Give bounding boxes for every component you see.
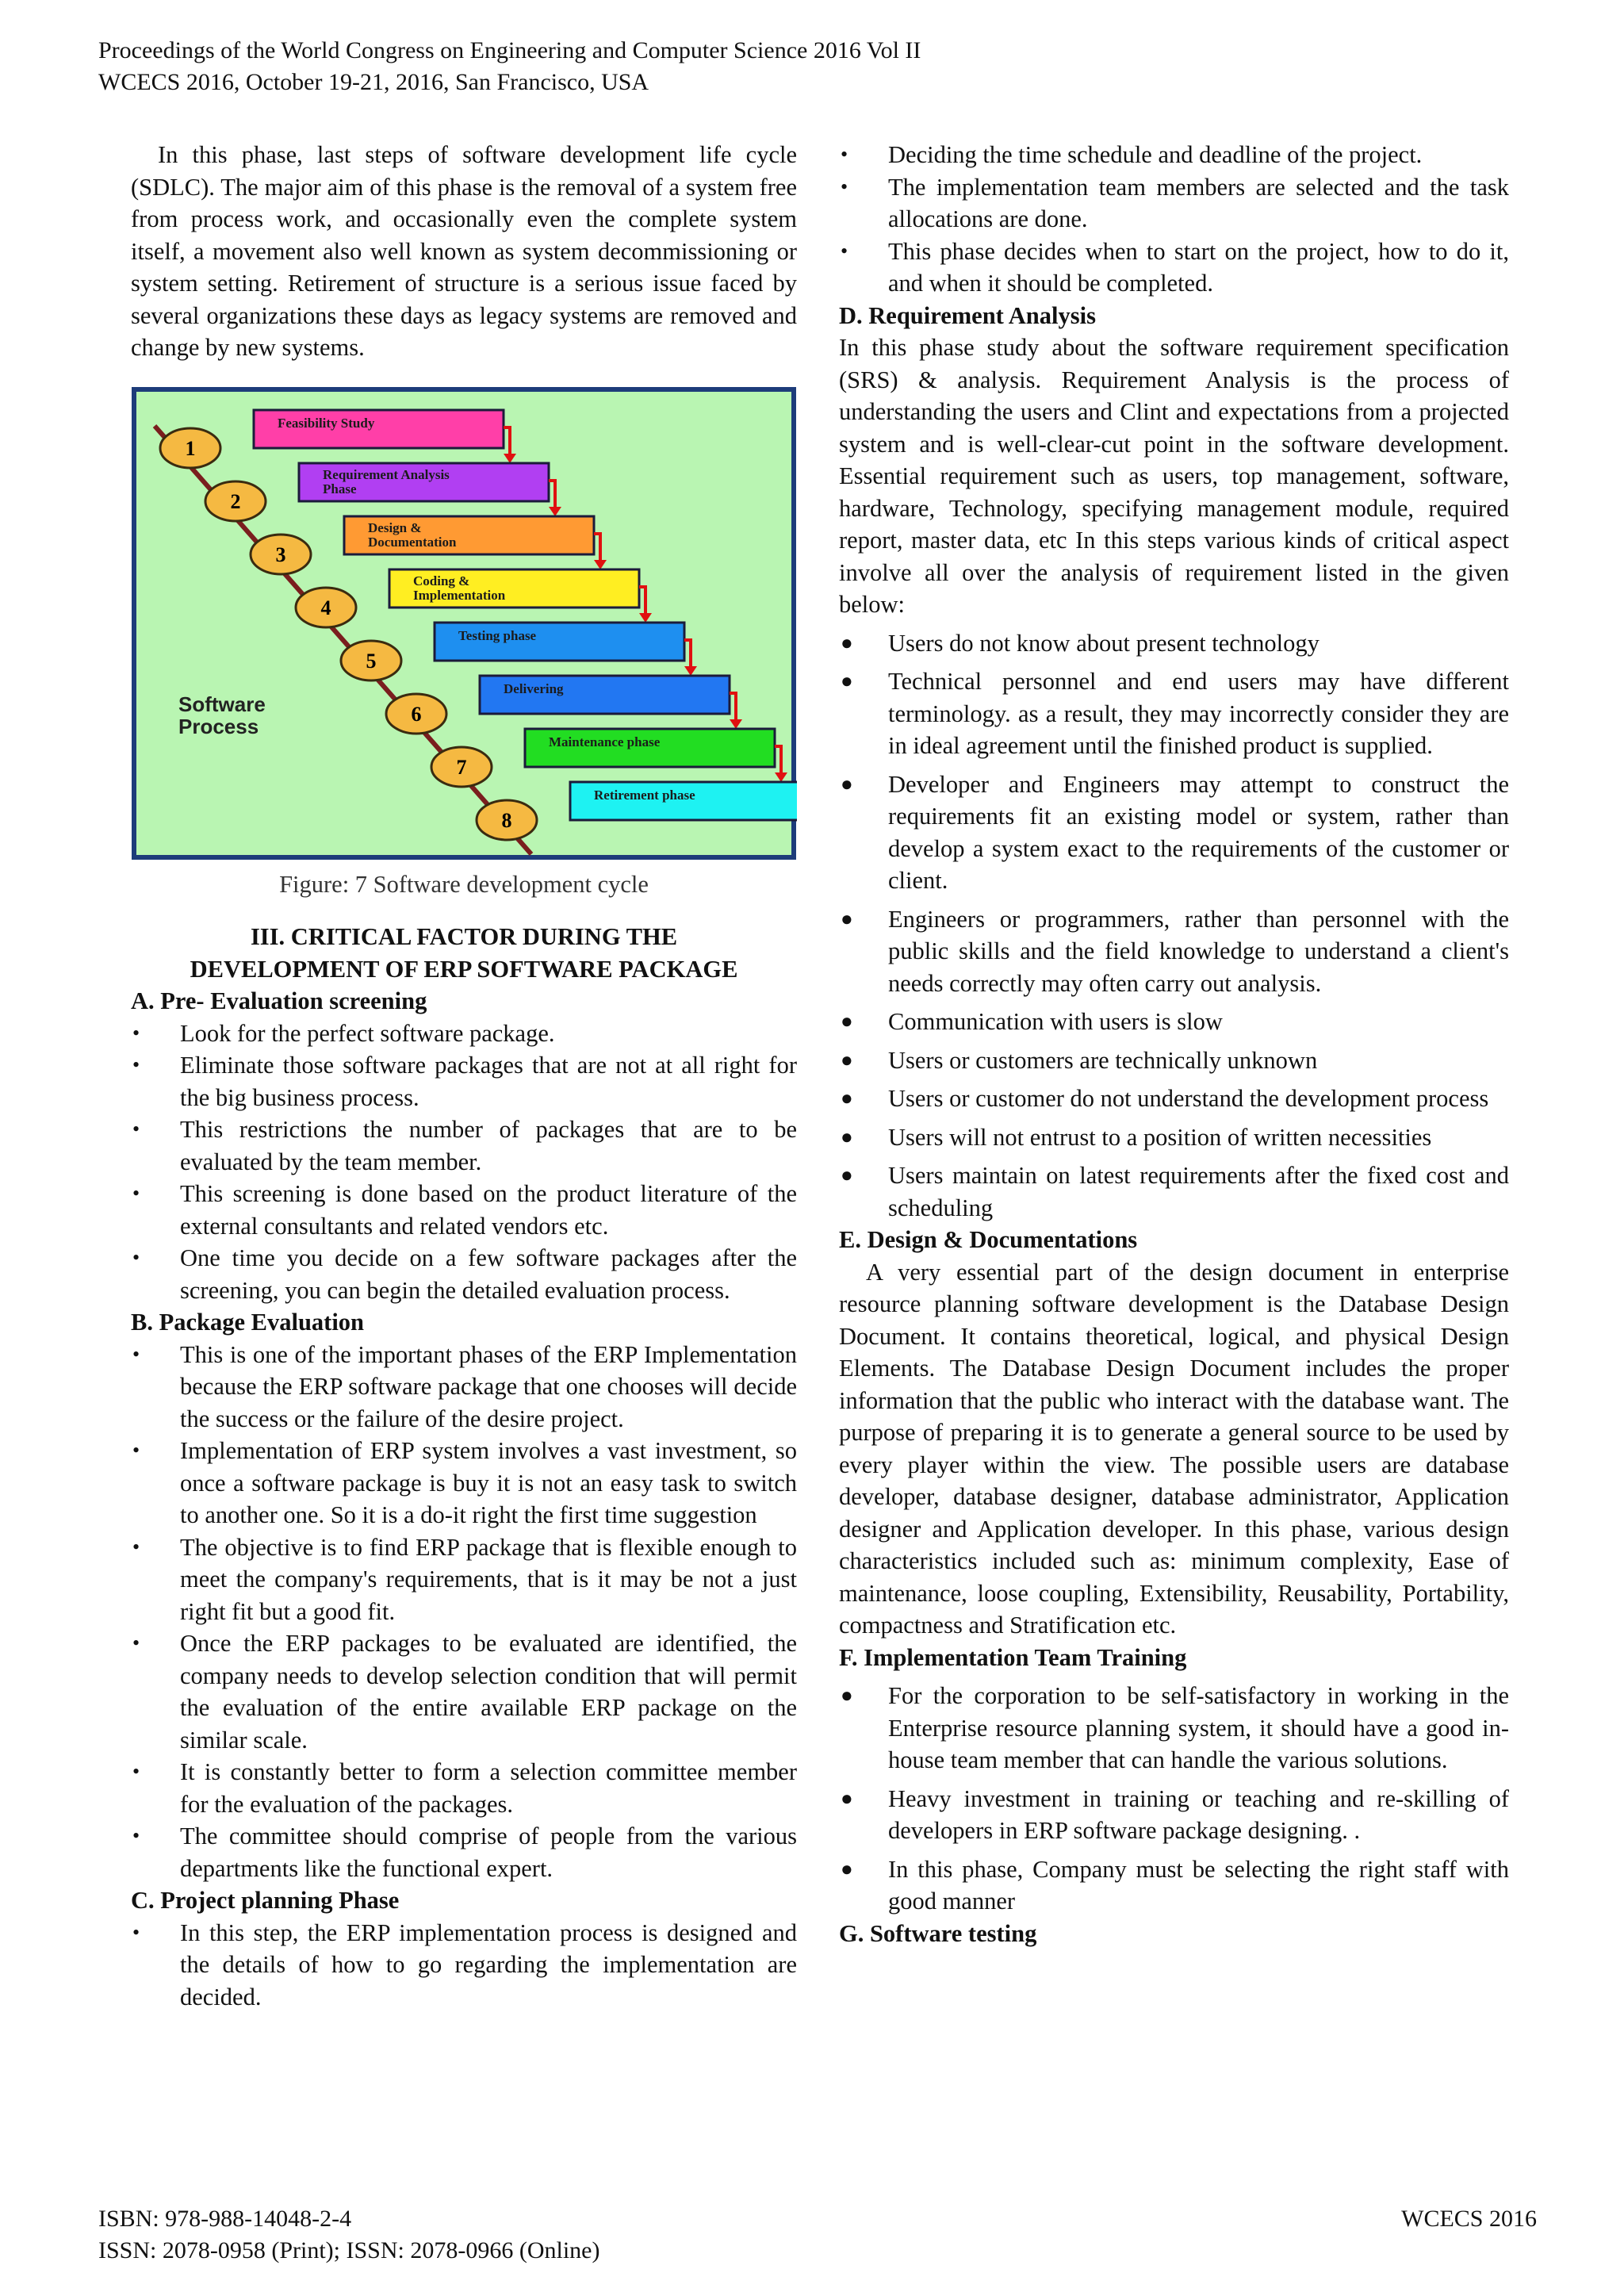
step-label: Design & (368, 519, 422, 535)
list-item (839, 903, 1509, 1000)
step-number: 6 (411, 702, 422, 726)
step-number: 7 (456, 755, 467, 779)
section-a-list (131, 1018, 797, 1307)
bullet-icon: ● (841, 1163, 853, 1186)
section-d-heading: D. Requirement Analysis (839, 301, 1096, 329)
bullet-icon: • (132, 1920, 140, 1944)
bullet-icon: ● (841, 1125, 853, 1148)
footer-issn: ISSN: 2078-0958 (Print); ISSN: 2078-0966 (Online) (98, 2237, 600, 2263)
list-item-text: Technical personnel and end users may have different terminology. as a result, they may incorrectly consider they are in ideal agreement until the finished product is supplied. (888, 668, 1509, 759)
section-f-list (839, 1680, 1509, 1918)
page-header (98, 35, 921, 98)
list-item (131, 1018, 797, 1050)
bullet-icon: • (841, 239, 848, 263)
list-item-text: It is constantly better to form a selection committee member for the evaluation of the packages. (180, 1758, 797, 1818)
bullet-icon: ● (841, 631, 853, 654)
list-item (131, 1820, 797, 1884)
header-proceedings: Proceedings of the World Congress on Engineering and Computer Science 2016 Vol II (98, 37, 921, 63)
list-item (131, 1435, 797, 1531)
list-item-text: This screening is done based on the product literature of the external consultants and related vendors etc. (180, 1180, 797, 1240)
step-label: Requirement Analysis (323, 466, 450, 482)
intro-paragraph: In this phase, last steps of software development life cycle (SDLC). The major aim of this phase is the removal of a system free from process work, and occasionally even the complete system itself, a movement also well known as system decommissioning or system setting. Retirement of structure is a serious issue faced by several organizations these days as legacy systems are removed and change by new systems. (131, 141, 797, 361)
step-label: Documentation (368, 534, 457, 550)
bullet-icon: ● (841, 1087, 853, 1110)
list-item-text: Users will not entrust to a position of written necessities (888, 1123, 1432, 1151)
list-item-text: Implementation of ERP system involves a vast investment, so once a software package is buy it is not an easy task to switch to another one. So it is a do-it right the first time suggestion (180, 1437, 797, 1528)
figure-7 (131, 386, 797, 901)
step-label: Implementation (413, 587, 506, 603)
list-item (839, 1083, 1509, 1115)
list-item (839, 1853, 1509, 1918)
section-3-title-line1: III. CRITICAL FACTOR DURING THE (250, 923, 678, 950)
list-item-text: Communication with users is slow (888, 1008, 1223, 1035)
list-item (839, 1006, 1509, 1038)
bullet-icon: ● (841, 1786, 853, 1810)
list-item-text: The objective is to find ERP package that is flexible enough to meet the company's requirements, that is it may be not a just right fit but a good fit. (180, 1533, 797, 1625)
section-e-paragraph: A very essential part of the design document in enterprise resource planning software development is the Database Design Document. It contains theoretical, logical, and physical Design Elements. The Database Design Document includes the proper information that the public who interact with the database want. The purpose of preparing it is to generate a general source to be used by every player within the view. The possible users are database developer, database designer, database administrator, Application designer and Application developer. In this phase, various design characteristics included such as: minimum complexity, Ease of maintenance, loose coupling, Extensibility, Reusability, Portability, compactness and Stratification etc. (839, 1258, 1509, 1639)
step-number: 5 (366, 649, 377, 673)
list-item-text: Look for the perfect software package. (180, 1019, 555, 1047)
section-c-list (131, 1917, 797, 2014)
process-label: Process (178, 714, 259, 738)
list-item (839, 1121, 1509, 1154)
list-item (131, 1339, 797, 1435)
step-label: Delivering (504, 680, 564, 696)
bullet-icon: • (132, 1021, 140, 1045)
section-b-heading: B. Package Evaluation (131, 1309, 365, 1336)
step-number: 1 (185, 436, 196, 460)
section-d-paragraph: In this phase study about the software requirement specification (SRS) & analysis. Requirement Analysis is the process of understanding the users and Clint and expectations from a projected system and is well-clear-cut point in the software development. Essential requirement such as users, top management, software, hardware, Technology, specifying management module, required report, master data, etc In this steps various kinds of critical aspect involve all over the analysis of requirement listed in the given below: (839, 334, 1509, 618)
bullet-icon: ● (841, 1684, 853, 1707)
step-label: Feasibility Study (278, 415, 375, 431)
list-item-text: One time you decide on a few software packages after the screening, you can begin the detailed evaluation process. (180, 1244, 797, 1304)
list-item (839, 1045, 1509, 1077)
list-item-text: Users or customer do not understand the development process (888, 1085, 1489, 1112)
bullet-icon: • (132, 1342, 140, 1366)
list-item (131, 1049, 797, 1114)
step-label: Testing phase (458, 627, 537, 643)
list-item (839, 236, 1509, 300)
bullet-icon: • (132, 1246, 140, 1269)
list-item (131, 1531, 797, 1628)
list-item-text: This phase decides when to start on the project, how to do it, and when it should be completed. (888, 237, 1509, 297)
figure-caption: Figure: 7 Software development cycle (279, 870, 649, 898)
list-item-text: The implementation team members are selected and the task allocations are done. (888, 173, 1509, 232)
list-item (839, 627, 1509, 660)
bullet-icon: • (132, 1053, 140, 1076)
list-item (131, 1756, 797, 1820)
section-f-heading: F. Implementation Team Training (839, 1643, 1187, 1671)
list-item (131, 1917, 797, 2014)
bullet-icon: • (841, 174, 848, 198)
list-item-text: Once the ERP packages to be evaluated are identified, the company needs to develop selection condition that will permit the evaluation of the entire available ERP package on the similar scale. (180, 1630, 797, 1754)
bullet-icon: • (132, 1760, 140, 1783)
list-item-text: Heavy investment in training or teaching and re-skilling of developers in ERP software package designing. . (888, 1784, 1509, 1844)
header-conference: WCECS 2016, October 19-21, 2016, San Francisco, USA (98, 69, 649, 95)
list-item (131, 1114, 797, 1178)
list-item-text: This restrictions the number of packages that are to be evaluated by the team member. (180, 1116, 797, 1175)
step-label: Retirement phase (594, 787, 695, 803)
list-item-text: Users maintain on latest requirements after the fixed cost and scheduling (888, 1162, 1509, 1221)
list-item-text: This is one of the important phases of the ERP Implementation because the ERP software package that one chooses will decide the success or the failure of the desire project. (180, 1340, 797, 1432)
bullet-icon: ● (841, 907, 853, 930)
step-label: Coding & (413, 573, 470, 588)
sdlc-diagram (131, 386, 797, 862)
bullet-icon: • (132, 1117, 140, 1140)
step-label: Phase (323, 481, 357, 496)
section-e-heading: E. Design & Documentations (839, 1226, 1138, 1253)
section-3-title (131, 921, 797, 985)
list-item-text: In this step, the ERP implementation process is designed and the details of how to go regarding the implementation are decided. (180, 1918, 797, 2010)
section-c-heading: C. Project planning Phase (131, 1887, 400, 1914)
list-item (839, 1159, 1509, 1224)
list-item (131, 1178, 797, 1242)
list-item-text: In this phase, Company must be selecting the right staff with good manner (888, 1855, 1509, 1915)
section-3-title-line2: DEVELOPMENT OF ERP SOFTWARE PACKAGE (190, 955, 738, 983)
software-label: Software (178, 692, 266, 716)
page-footer-left (98, 2203, 600, 2267)
bullet-icon: • (132, 1182, 140, 1205)
bullet-icon: • (841, 143, 848, 166)
section-b-list (131, 1339, 797, 1885)
list-item-text: The committee should comprise of people from the various departments like the functional expert. (180, 1823, 797, 1882)
section-c-continued-list (839, 139, 1509, 300)
list-item-text: Engineers or programmers, rather than personnel with the public skills and the field knowledge to understand a client's needs correctly may often carry out analysis. (888, 905, 1509, 997)
list-item (839, 1680, 1509, 1777)
section-g-heading: G. Software testing (839, 1919, 1037, 1947)
list-item (131, 1242, 797, 1306)
right-column (839, 139, 1509, 1949)
footer-isbn: ISBN: 978-988-14048-2-4 (98, 2206, 352, 2232)
list-item-text: Users or customers are technically unknown (888, 1046, 1318, 1074)
bullet-icon: • (132, 1439, 140, 1462)
list-item (839, 1783, 1509, 1847)
list-item (131, 1627, 797, 1756)
step-number: 8 (501, 808, 512, 832)
step-number: 4 (320, 596, 331, 619)
list-item-text: Deciding the time schedule and deadline of the project. (888, 141, 1423, 168)
list-item (839, 139, 1509, 171)
step-number: 3 (275, 542, 286, 566)
step-number: 2 (230, 489, 241, 513)
section-a-heading: A. Pre- Evaluation screening (131, 987, 427, 1014)
bullet-icon: ● (841, 1010, 853, 1033)
left-column (131, 139, 797, 2013)
bullet-icon: • (132, 1631, 140, 1654)
list-item-text: Users do not know about present technology (888, 629, 1320, 657)
bullet-icon: • (132, 1535, 140, 1558)
list-item-text: Developer and Engineers may attempt to construct the requirements fit an existing model or system, rather than develop a system exact to the requirements of the customer or client. (888, 770, 1509, 894)
bullet-icon: ● (841, 1857, 853, 1880)
list-item-text: Eliminate those software packages that are not at all right for the big business process. (180, 1052, 797, 1111)
list-item (839, 171, 1509, 236)
section-d-list (839, 627, 1509, 1225)
bullet-icon: ● (841, 669, 853, 692)
list-item-text: For the corporation to be self-satisfactory in working in the Enterprise resource planning system, it should have a good in-house team member that can handle the various solutions. (888, 1682, 1509, 1773)
bullet-icon: ● (841, 772, 853, 795)
list-item (839, 769, 1509, 897)
step-label: Maintenance phase (549, 734, 661, 749)
bullet-icon: ● (841, 1048, 853, 1071)
footer-conference: WCECS 2016 (1401, 2206, 1537, 2232)
bullet-icon: • (132, 1824, 140, 1847)
list-item (839, 665, 1509, 762)
